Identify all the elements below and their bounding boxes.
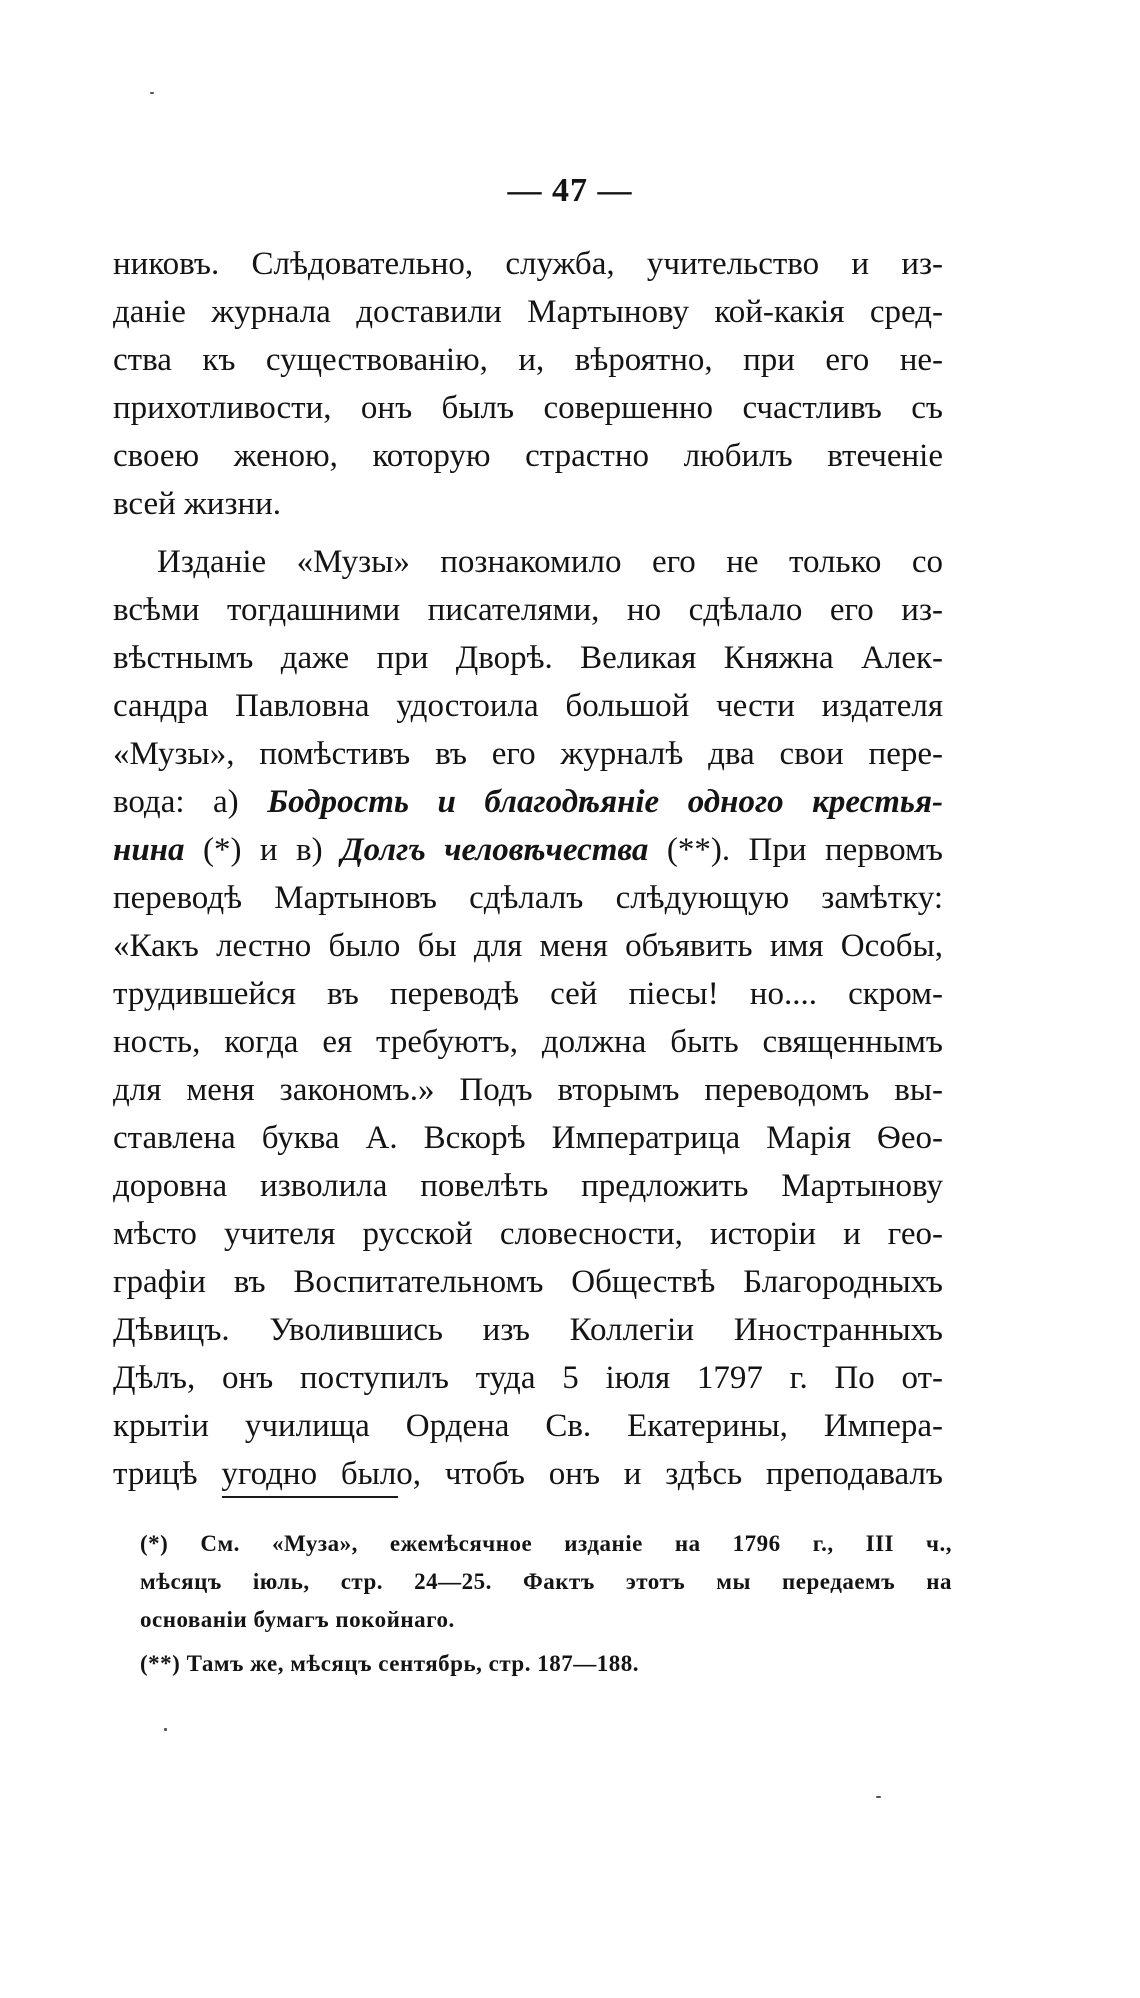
footnote-separator bbox=[222, 1496, 398, 1498]
paragraph-1 bbox=[113, 240, 943, 528]
text-line: мѣсто учителя русской словесности, исторіи и гео- bbox=[113, 1216, 943, 1252]
text-line: Изданіе «Музы» познакомило его не только со bbox=[157, 544, 943, 580]
text-line: крытіи училища Ордена Св. Екатерины, Импера- bbox=[113, 1408, 943, 1444]
text-line: сандра Павловна удостоила большой чести издателя bbox=[113, 688, 943, 724]
text-line: ность, когда ея требуютъ, должна быть священнымъ bbox=[113, 1024, 943, 1060]
text-line: трицѣ угодно было, чтобъ онъ и здѣсь преподавалъ bbox=[113, 1456, 943, 1492]
footnote-ref-1: (*) и в) bbox=[184, 832, 342, 868]
footnote-1 bbox=[140, 1525, 952, 1639]
text-line: прихотливости, онъ былъ совершенно счастливъ съ bbox=[113, 390, 943, 426]
text-line: всей жизни. bbox=[113, 486, 282, 522]
text-line: даніе журнала доставили Мартынову кой-какія сред- bbox=[113, 294, 943, 330]
footnote-line: (*) См. «Муза», ежемѣсячное изданіе на 1796 г., III ч., bbox=[140, 1531, 952, 1556]
text-line: доровна изволила повелѣть предложить Мартынову bbox=[113, 1168, 943, 1204]
text-line: трудившейся въ переводѣ сей піесы! но.... скром- bbox=[113, 976, 943, 1012]
text-line bbox=[113, 826, 943, 874]
scan-speck bbox=[876, 1796, 881, 1798]
footnote-2 bbox=[140, 1645, 952, 1683]
text-line: никовъ. Слѣдовательно, служба, учительство и из- bbox=[113, 246, 943, 282]
main-text bbox=[113, 240, 943, 1498]
scan-speck bbox=[164, 1728, 167, 1731]
scan-speck bbox=[150, 92, 154, 94]
text-line: для меня закономъ.» Подъ вторымъ переводомъ вы- bbox=[113, 1072, 943, 1108]
text-line: переводѣ Мартыновъ сдѣлалъ слѣдующую замѣтку: bbox=[113, 880, 943, 916]
text-line: графіи въ Воспитательномъ Обществѣ Благородныхъ bbox=[113, 1264, 943, 1300]
footnote-line: (**) Тамъ же, мѣсяцъ сентябрь, стр. 187—188. bbox=[140, 1651, 639, 1676]
text-line: «Музы», помѣстивъ въ его журналѣ два свои пере- bbox=[113, 736, 943, 772]
text-line: ставлена буква А. Вскорѣ Императрица Марія Ѳео- bbox=[113, 1120, 943, 1156]
footnote-ref-2: (**). При первомъ bbox=[648, 832, 943, 868]
text-line: Дѣвицъ. Уволившись изъ Коллегіи Иностранныхъ bbox=[113, 1312, 943, 1348]
text-line: ства къ существованію, и, вѣроятно, при его не- bbox=[113, 342, 943, 378]
text-line bbox=[113, 778, 943, 826]
text-line: всѣми тогдашними писателями, но сдѣлало его из- bbox=[113, 592, 943, 628]
text-line: «Какъ лестно было бы для меня объявить имя Особы, bbox=[113, 928, 943, 964]
text-span: вода: а) bbox=[113, 784, 268, 820]
text-line: вѣстнымъ даже при Дворѣ. Великая Княжна Алек- bbox=[113, 640, 943, 676]
page-number: — 47 — bbox=[507, 172, 633, 209]
paragraph-2 bbox=[113, 538, 943, 1498]
footnote-line: мѣсяцъ іюль, стр. 24—25. Фактъ этотъ мы передаемъ на bbox=[140, 1569, 952, 1594]
translation-title-1: Бодрость и благодѣяніе одного крестья- bbox=[267, 784, 943, 820]
translation-title-2: Долгъ человѣчества bbox=[341, 832, 649, 868]
translation-title-1-end: нина bbox=[113, 832, 185, 868]
text-line: Дѣлъ, онъ поступилъ туда 5 іюля 1797 г. По от- bbox=[113, 1360, 943, 1396]
footnotes bbox=[140, 1525, 952, 1683]
footnote-line: основаніи бумагъ покойнаго. bbox=[140, 1607, 455, 1632]
text-line: своею женою, которую страстно любилъ втеченіе bbox=[113, 438, 943, 474]
